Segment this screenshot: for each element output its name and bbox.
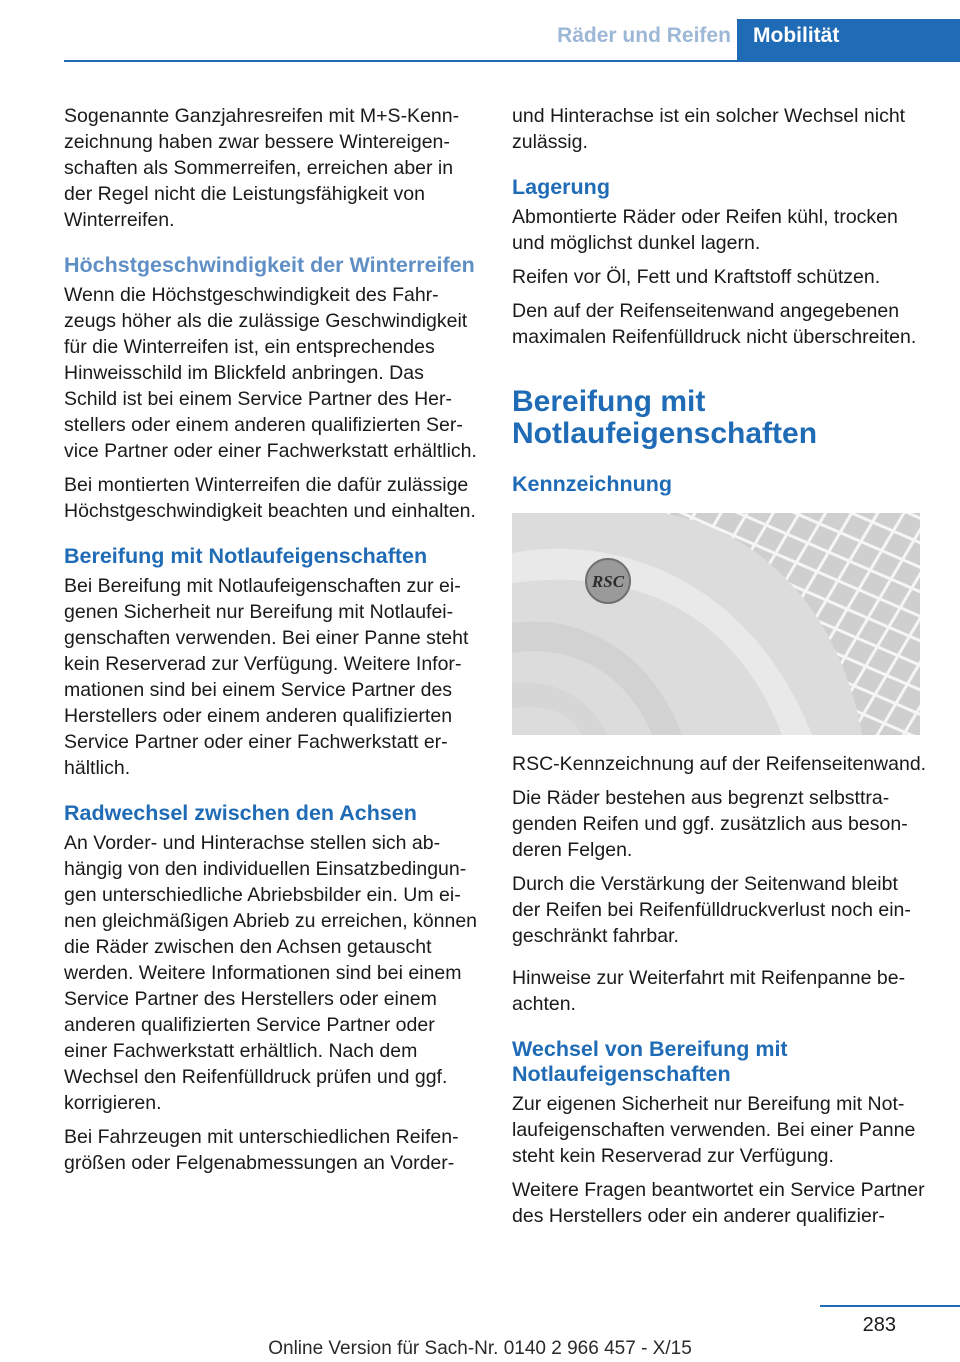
paragraph-storage-2: Reifen vor Öl, Fett und Kraftstoff schützen. [512,266,881,288]
heading-marking: Kennzeichnung [512,472,673,496]
paragraph-speed-2: Bei montierten Winterreifen die dafür zulässige Höchstgeschwindigkeit beachten und einhalten. [64,474,476,522]
page-header [0,0,960,62]
heading-axle-swap: Radwechsel zwischen den Achsen [64,801,417,825]
chapter-heading-runflat: Bereifung mit Notlaufeigenschaften [512,385,818,450]
paragraph-runflat: Bei Bereifung mit Notlaufeigenschaften zur eigenen Sicherheit nur Bereifung mit Notlaufeigenschaften verwenden. Bei einer Panne steht kein Reserverad zur Verfügung. Weitere Informationen sind bei einem Service Partner des Herstellers oder einem anderen qualifizierten Service Partner oder einer Fachwerkstatt erhältlich. [64,575,469,779]
heading-storage: Lagerung [512,175,610,199]
heading-runflat: Bereifung mit Notlaufeigenschaften [64,544,428,568]
paragraph-swap-2: Bei Fahrzeugen mit unterschiedlichen Reifengrößen oder Felgenabmessungen an Vorder- [64,1126,459,1174]
paragraph-allseason: Sogenannte Ganzjahresreifen mit M+S-Kennzeichnung haben zwar bessere Wintereigenschaften als Sommerreifen, erreichen aber in der Regel nicht die Leistungsfähigkeit von Winterreifen. [64,105,460,231]
paragraph-change-1: Zur eigenen Sicherheit nur Bereifung mit Notlaufeigenschaften verwenden. Bei einer Panne steht kein Reserverad zur Verfügung. [512,1093,916,1167]
tire-illustration [512,513,920,735]
heading-change-runflat: Wechsel von Bereifung mit Notlaufeigenschaften [512,1037,788,1086]
paragraph-wheels: Die Räder bestehen aus begrenzt selbsttragenden Reifen und ggf. zusätzlich aus besonderen Felgen. [512,787,908,861]
rsc-logo-text: RSC [591,572,625,591]
left-column [64,103,480,1184]
paragraph-change-2: Weitere Fragen beantwortet ein Service Partner des Herstellers oder ein anderer qualifizier- [512,1179,925,1227]
paragraph-storage-1: Abmontierte Räder oder Reifen kühl, trocken und möglichst dunkel lagern. [512,206,898,254]
paragraph-speed-1: Wenn die Höchstgeschwindigkeit des Fahrzeugs höher als die zulässige Geschwindigkeit für die Winterreifen ist, ein entsprechendes Hinweisschild im Blickfeld anbringen. Das Schild ist bei einem Service Partner des Herstellers oder einem anderen qualifizierten Service Partner oder einer Fachwerkstatt erhältlich. [64,284,477,462]
header-rule [64,60,960,62]
right-column [512,103,930,1237]
header-section-tab[interactable]: Räder und Reifen [557,24,731,47]
paragraph-storage-3: Den auf der Reifenseitenwand angegebenen maximalen Reifenfülldruck nicht überschreiten. [512,300,917,348]
figure-caption: RSC-Kennzeichnung auf der Reifenseitenwand. [512,753,927,775]
page-number: 283 [862,1314,896,1336]
heading-winter-speed: Höchstgeschwindigkeit der Winterreifen [64,253,475,277]
tire-sidewall-figure [512,513,920,735]
paragraph-swap-1: An Vorder- und Hinterachse stellen sich abhängig von den individuellen Einsatzbedingungen unterschiedliche Abriebsbilder ein. Um einen gleichmäßigen Abrieb zu erreichen, können die Räder zwischen den Achsen getauscht werden. Weitere Informationen sind bei einem Service Partner des Herstellers oder einem anderen qualifizierten Service Partner oder einer Fachwerkstatt erhältlich. Nach dem Wechsel den Reifenfülldruck prüfen und ggf. korrigieren. [64,832,478,1114]
footer-rule [820,1305,960,1307]
paragraph-sidewall: Durch die Verstärkung der Seitenwand bleibt der Reifen bei Reifenfülldruckverlust noch eingeschränkt fahrbar. [512,873,911,947]
online-version-note: Online Version für Sach-Nr. 0140 2 966 457 - X/15 [268,1338,692,1359]
header-chapter-tab[interactable]: Mobilität [737,19,960,60]
paragraph-swap-continued: und Hinterachse ist ein solcher Wechsel nicht zulässig. [512,105,906,153]
paragraph-puncture-hint: Hinweise zur Weiterfahrt mit Reifenpanne beachten. [512,967,906,1015]
